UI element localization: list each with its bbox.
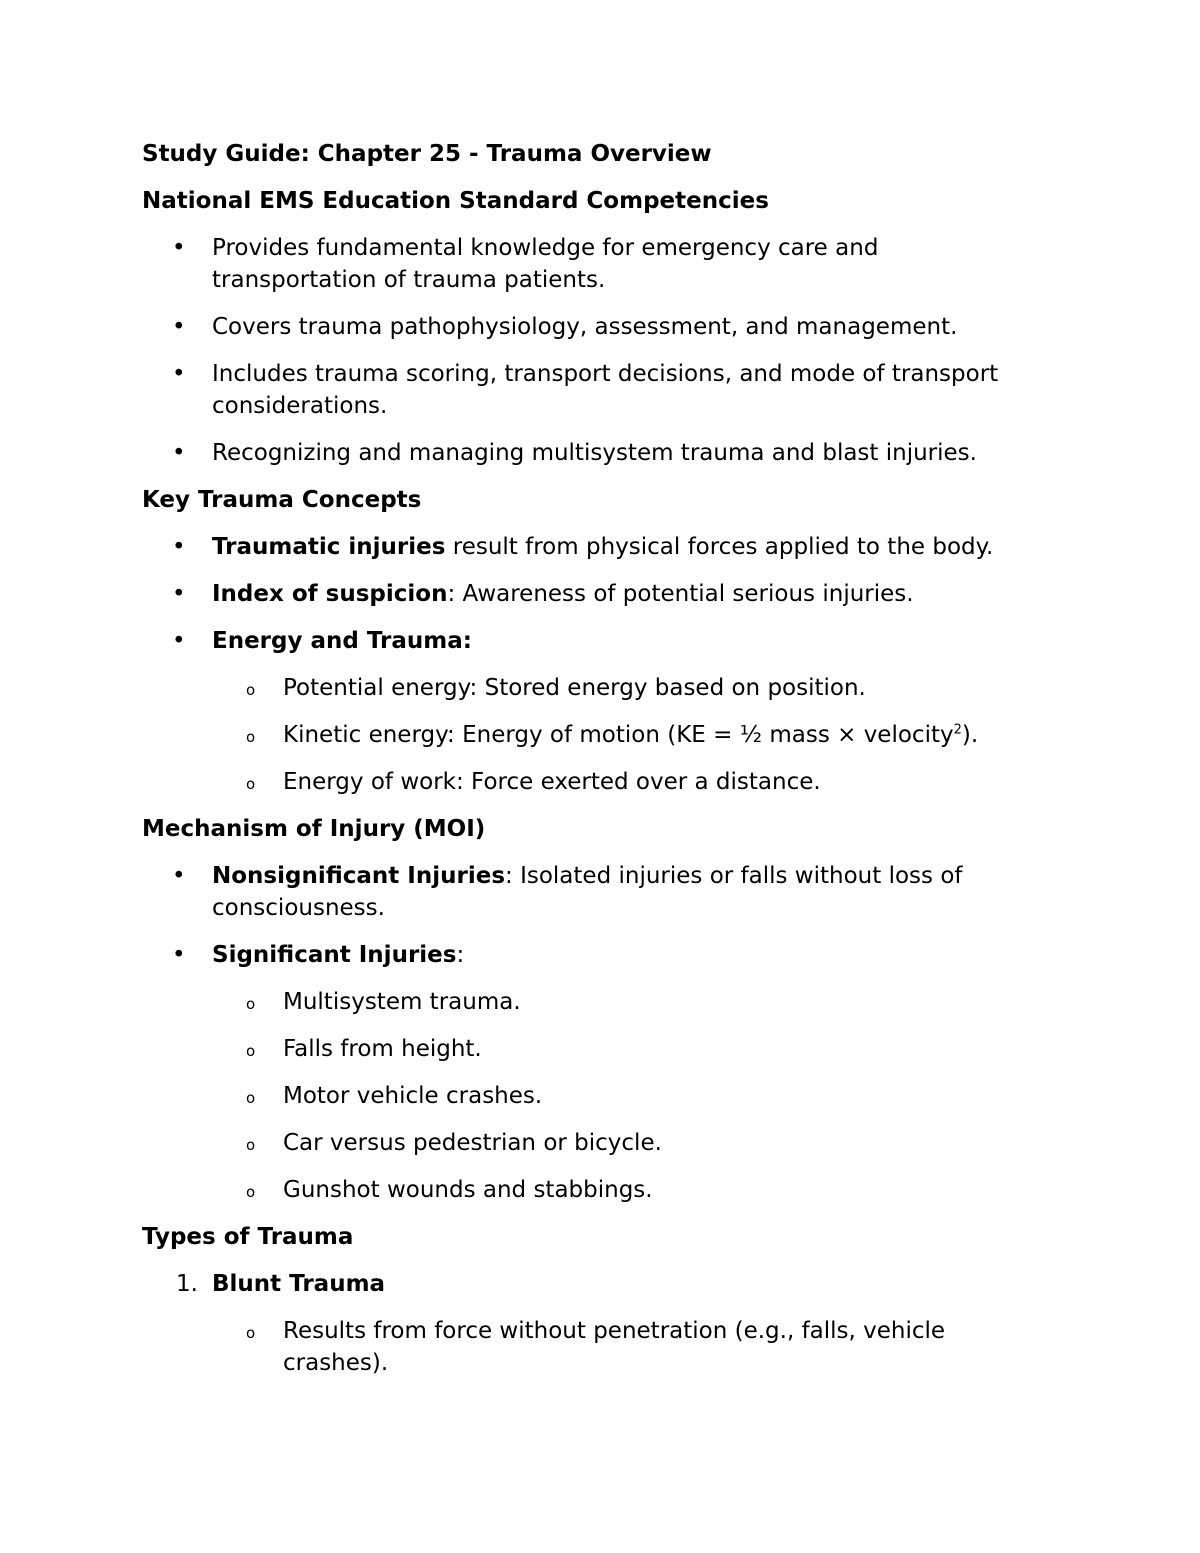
- sub-bullet-marker: o: [246, 1136, 256, 1154]
- bullet-marker: •: [172, 581, 186, 607]
- superscript: 2: [953, 722, 962, 738]
- sub-bullet-marker: o: [246, 681, 256, 699]
- list-item-text: : Awareness of potential serious injuries.: [447, 581, 914, 607]
- list-item: [142, 311, 1042, 343]
- section-heading-standards: National EMS Education Standard Competencies: [142, 188, 769, 214]
- list-item: [142, 531, 1042, 563]
- sub-bullet-marker: o: [246, 1183, 256, 1201]
- sub-list-item-text: Energy of work: Force exerted over a distance.: [283, 769, 821, 795]
- sub-list-item-text: Motor vehicle crashes.: [283, 1083, 543, 1109]
- list-item: [142, 232, 1042, 296]
- list-item-text: Recognizing and managing multisystem trauma and blast injuries.: [212, 440, 977, 466]
- sub-bullet-marker: o: [246, 1089, 256, 1107]
- bullet-marker: •: [172, 314, 186, 340]
- list-item: [142, 578, 1042, 610]
- list-item: [142, 939, 1042, 971]
- sub-list-item: [142, 672, 1042, 704]
- sub-list-item: [142, 1080, 1042, 1112]
- sub-list-item-text: Kinetic energy: Energy of motion (KE = ½ mass × velocity: [283, 722, 954, 748]
- list-item-term: Blunt Trauma: [212, 1271, 386, 1297]
- list-item-text: : Isolated injuries or falls without loss of consciousness.: [212, 863, 963, 921]
- list-item: [142, 625, 1042, 657]
- sub-list-item-text: Potential energy: Stored energy based on position.: [283, 675, 866, 701]
- list-item-text: Provides fundamental knowledge for emergency care and transportation of trauma patients.: [212, 235, 879, 293]
- bullet-marker: •: [172, 534, 186, 560]
- numbered-list-item: [142, 1268, 1042, 1300]
- sub-list-item: [142, 986, 1042, 1018]
- list-item: [142, 358, 1042, 422]
- document-title: Study Guide: Chapter 25 - Trauma Overview: [142, 141, 712, 167]
- sub-list-item-text: Gunshot wounds and stabbings.: [283, 1177, 653, 1203]
- bullet-marker: •: [172, 942, 186, 968]
- list-item-text: :: [456, 942, 465, 968]
- sub-list-item-text: Car versus pedestrian or bicycle.: [283, 1130, 662, 1156]
- sub-list-item: [142, 766, 1042, 798]
- list-item-term: Energy and Trauma:: [212, 628, 472, 654]
- bullet-marker: •: [172, 361, 186, 387]
- number-marker: 1.: [176, 1271, 198, 1297]
- section-heading-key-concepts: Key Trauma Concepts: [142, 487, 422, 513]
- list-item: [142, 437, 1042, 469]
- section-heading-types: Types of Trauma: [142, 1224, 354, 1250]
- sub-bullet-marker: o: [246, 1324, 256, 1342]
- sub-bullet-marker: o: [246, 775, 256, 793]
- bullet-marker: •: [172, 628, 186, 654]
- list-item-term: Index of suspicion: [212, 581, 448, 607]
- list-item-term: Traumatic injuries: [212, 534, 446, 560]
- sub-list-item-text: Falls from height.: [283, 1036, 482, 1062]
- list-item-text: result from physical forces applied to the body.: [445, 534, 994, 560]
- sub-bullet-marker: o: [246, 995, 256, 1013]
- sub-list-item: [142, 1315, 1042, 1379]
- document-page: [142, 138, 1042, 1394]
- sub-list-item: [142, 1033, 1042, 1065]
- list-item-text: Covers trauma pathophysiology, assessment, and management.: [212, 314, 958, 340]
- sub-list-item: [142, 1174, 1042, 1206]
- list-item: [142, 860, 1042, 924]
- bullet-marker: •: [172, 863, 186, 889]
- sub-list-item: [142, 1127, 1042, 1159]
- bullet-marker: •: [172, 440, 186, 466]
- bullet-marker: •: [172, 235, 186, 261]
- sub-list-item-text: Results from force without penetration (e.g., falls, vehicle crashes).: [283, 1318, 946, 1376]
- sub-list-item-text: Multisystem trauma.: [283, 989, 521, 1015]
- list-item-term: Significant Injuries: [212, 942, 457, 968]
- list-item-term: Nonsignificant Injuries: [212, 863, 506, 889]
- sub-bullet-marker: o: [246, 728, 256, 746]
- sub-bullet-marker: o: [246, 1042, 256, 1060]
- sub-list-item: [142, 719, 1042, 751]
- section-heading-moi: Mechanism of Injury (MOI): [142, 816, 486, 842]
- list-item-text: Includes trauma scoring, transport decisions, and mode of transport considerations.: [212, 361, 999, 419]
- sub-list-item-suffix: ).: [961, 722, 979, 748]
